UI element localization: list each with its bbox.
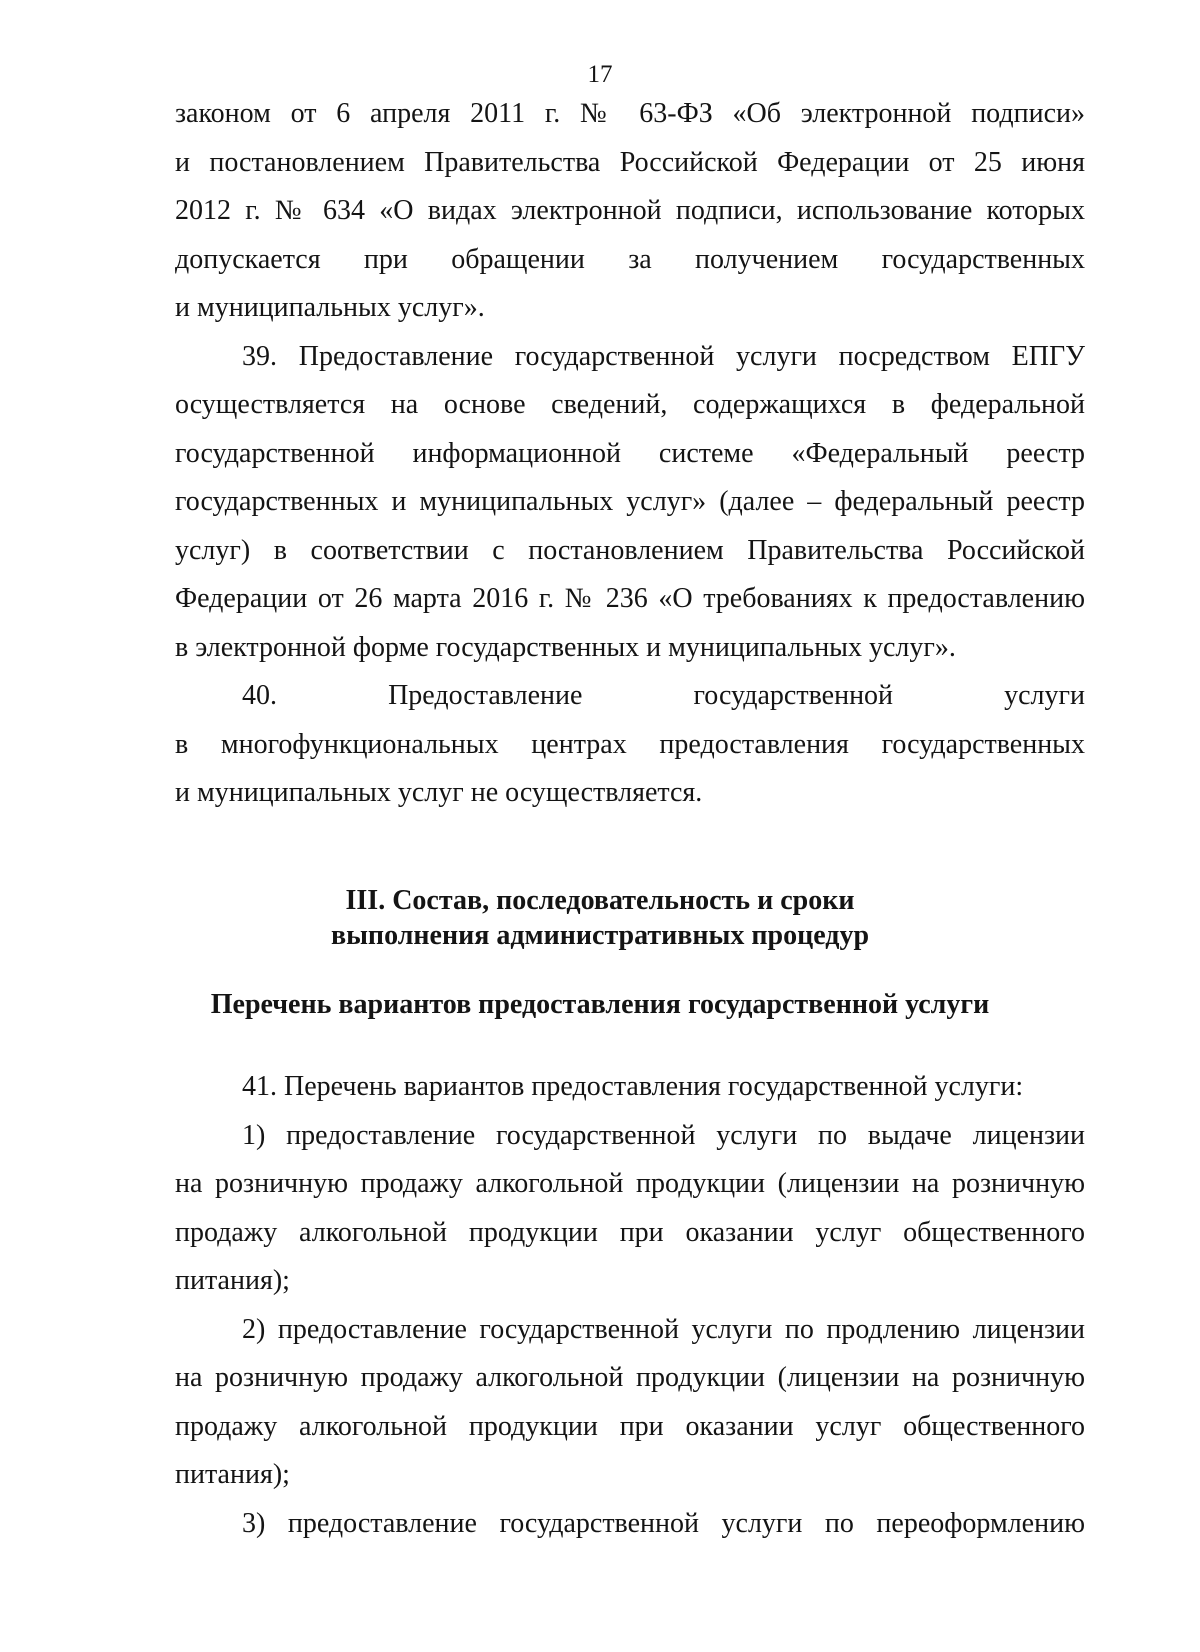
text-line: и постановлением Правительства Российской Федерации от 25 июня xyxy=(175,146,1085,178)
page-number: 17 xyxy=(587,61,613,88)
section-heading xyxy=(0,883,1200,953)
section-heading-line: выполнения административных процедур xyxy=(330,920,870,951)
text-line: 2) предоставление государственной услуги по продлению лицензии xyxy=(242,1313,1085,1345)
body-text-top xyxy=(175,90,1085,818)
subsection-heading xyxy=(0,987,1200,1022)
text-line: законом от 6 апреля 2011 г. № 63-ФЗ «Об электронной подписи» xyxy=(175,98,1085,129)
text-line: 40. Предоставление государственной услуги xyxy=(242,680,1085,711)
section-heading-line: III. Состав, последовательность и сроки xyxy=(345,885,855,916)
text-line: в многофункциональных центрах предоставления государственных xyxy=(175,728,1085,760)
paragraph-continuation xyxy=(175,90,1085,333)
text-line: 2012 г. № 634 «О видах электронной подписи, использование которых xyxy=(175,195,1085,226)
text-line: на розничную продажу алкогольной продукции (лицензии на розничную xyxy=(175,1362,1085,1393)
list-item-2 xyxy=(175,1306,1085,1500)
paragraph-41 xyxy=(175,1063,1085,1112)
paragraph-39 xyxy=(175,333,1085,673)
text-line: услуг) в соответствии с постановлением Правительства Российской xyxy=(175,534,1085,566)
text-line: 3) предоставление государственной услуги по переоформлению xyxy=(242,1507,1085,1539)
text-line: 1) предоставление государственной услуги по выдаче лицензии xyxy=(242,1119,1085,1151)
text-line: и муниципальных услуг не осуществляется. xyxy=(175,777,703,808)
list-item-3 xyxy=(175,1500,1085,1549)
text-line: государственной информационной системе «Федеральный реестр xyxy=(175,437,1085,469)
text-line: допускается при обращении за получением государственных xyxy=(175,243,1085,275)
paragraph-40 xyxy=(175,672,1085,818)
text-line: 41. Перечень вариантов предоставления государственной услуги: xyxy=(242,1071,1024,1102)
text-line: 39. Предоставление государственной услуги посредством ЕПГУ xyxy=(242,340,1085,372)
list-item-1 xyxy=(175,1112,1085,1306)
text-line: государственных и муниципальных услуг» (далее – федеральный реестр xyxy=(175,486,1085,517)
text-line: продажу алкогольной продукции при оказании услуг общественного xyxy=(175,1216,1085,1248)
subsection-heading-text: Перечень вариантов предоставления государственной услуги xyxy=(210,989,990,1020)
text-line: в электронной форме государственных и муниципальных услуг». xyxy=(175,631,956,663)
text-line: и муниципальных услуг». xyxy=(175,292,485,323)
text-line: питания); xyxy=(175,1265,290,1296)
text-line: питания); xyxy=(175,1459,290,1490)
text-line: на розничную продажу алкогольной продукции (лицензии на розничную xyxy=(175,1168,1085,1199)
text-line: продажу алкогольной продукции при оказании услуг общественного xyxy=(175,1410,1085,1442)
body-text-bottom xyxy=(175,1063,1085,1548)
text-line: осуществляется на основе сведений, содержащихся в федеральной xyxy=(175,389,1085,420)
text-line: Федерации от 26 марта 2016 г. № 236 «О требованиях к предоставлению xyxy=(175,583,1085,614)
